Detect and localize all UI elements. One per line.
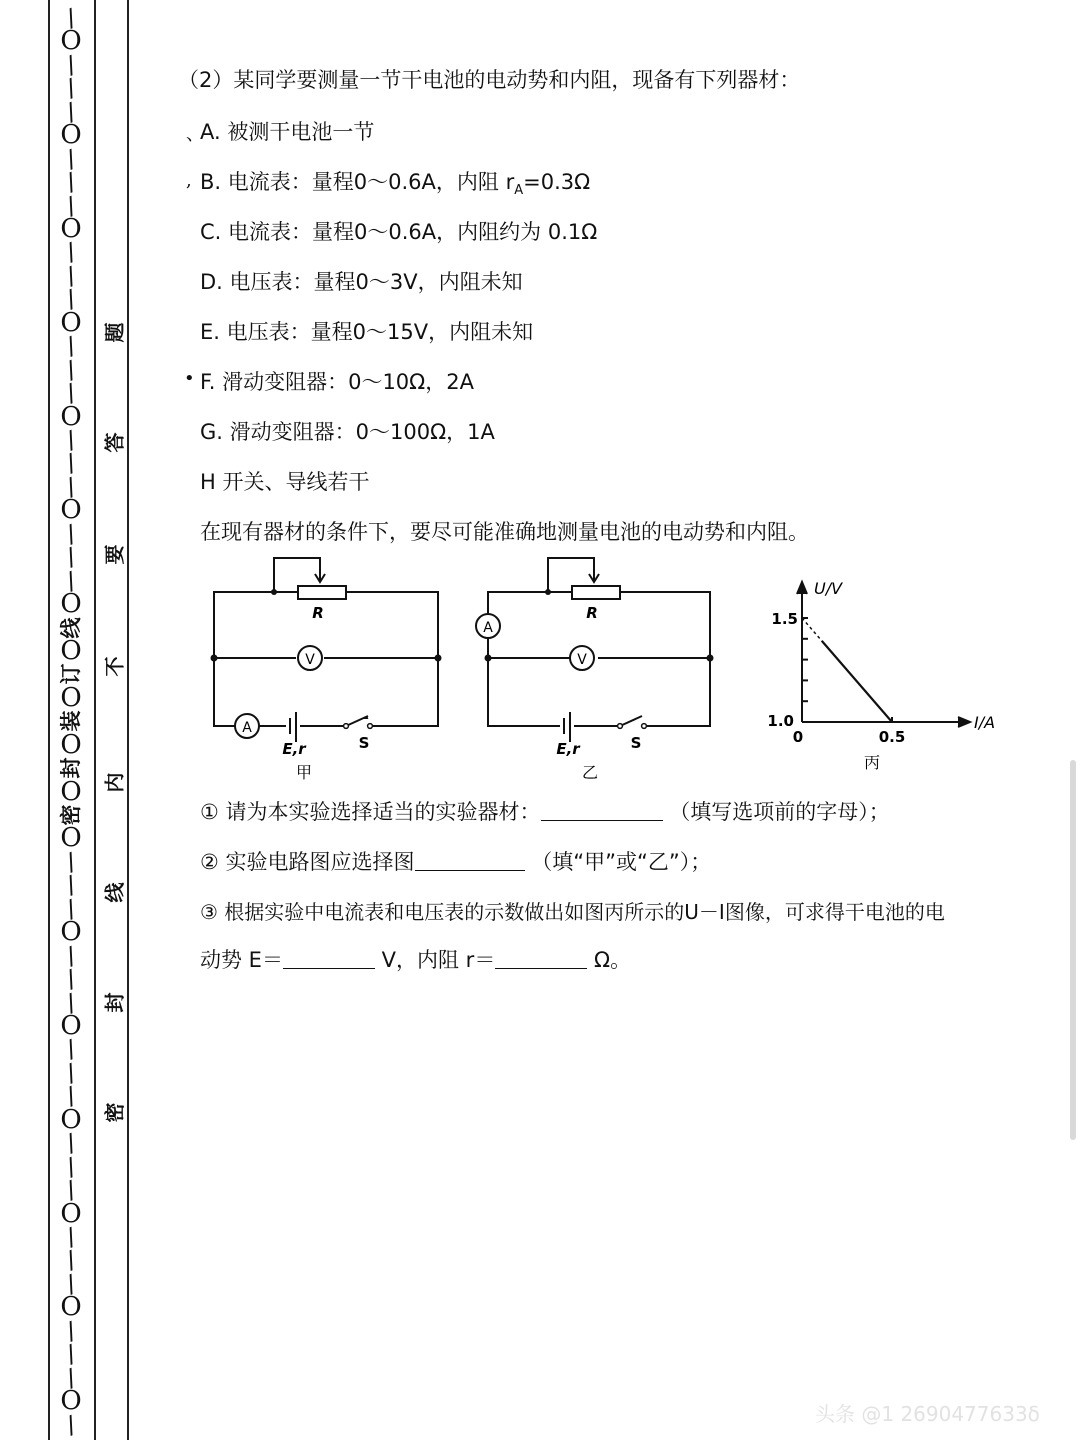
label-er: E,r: [556, 740, 580, 758]
x-axis-label: I/A: [974, 713, 996, 732]
option-subscript: A: [514, 183, 524, 199]
margin-circle: O: [60, 635, 82, 666]
margin-slash: /: [62, 988, 80, 1018]
sub-question-2: [200, 846, 711, 876]
option-text: 电流表：量程0～0.6A，内阻约为 0.1Ω: [228, 220, 598, 244]
warning-char: 要: [102, 544, 127, 565]
label-er: E,r: [282, 740, 306, 758]
margin-circle: O: [60, 495, 82, 526]
option-h: [200, 466, 369, 496]
margin-char: 封: [59, 757, 83, 779]
margin-circle: O: [60, 1198, 82, 1229]
margin-slash: /: [62, 1316, 80, 1346]
option-d: [200, 266, 523, 296]
dashed-extension: [802, 618, 822, 641]
margin-circle: O: [60, 1011, 82, 1042]
margin-circle: O: [60, 26, 82, 57]
sub-question-3: [200, 896, 945, 925]
option-label: B.: [200, 170, 222, 194]
option-label: G.: [200, 420, 223, 444]
watermark: 头条 @1 2690477633δ: [815, 1402, 1040, 1426]
margin-slash: /: [62, 1152, 80, 1182]
margin-slash: /: [62, 870, 80, 900]
circuit-yi: [474, 548, 724, 784]
sub-question-3-continued: [200, 944, 631, 974]
margin-circle: O: [60, 1104, 82, 1135]
answer-blank-circuit[interactable]: [415, 850, 525, 871]
option-label: E.: [200, 320, 220, 344]
margin-slash: /: [62, 73, 80, 103]
margin-slash: /: [62, 261, 80, 291]
margin-circle: O: [60, 682, 82, 713]
margin-slash: /: [62, 50, 80, 80]
sub-question-number: ③: [200, 900, 218, 924]
cut-line-marks: [50, 0, 92, 1451]
y-axis-label: U/V: [814, 579, 843, 598]
margin-char: 线: [59, 617, 83, 638]
sub-question-text: 实验电路图应选择图: [225, 850, 415, 874]
margin-slash: /: [62, 144, 80, 174]
sub-question-number: ②: [200, 850, 219, 874]
margin-slash: /: [62, 284, 80, 314]
sub-question-tail: （填写选项前的字母）；: [669, 800, 890, 824]
data-line: [822, 641, 892, 722]
margin-slash: /: [62, 519, 80, 549]
condition-text: 在现有器材的条件下，要尽可能准确地测量电池的电动势和内阻。: [200, 520, 809, 544]
sub-question-text: 请为本实验选择适当的实验器材：: [225, 800, 541, 824]
margin-slash: /: [62, 1058, 80, 1088]
margin-slash: /: [62, 1081, 80, 1111]
margin-circle: O: [60, 307, 82, 338]
margin-slash: /: [62, 97, 80, 127]
margin-slash: /: [62, 355, 80, 385]
margin-slash: /: [62, 1245, 80, 1275]
option-label: F.: [200, 370, 216, 394]
option-label: C.: [200, 220, 222, 244]
margin-line-middle: [94, 0, 96, 1440]
option-a: [200, 116, 374, 146]
label-switch: S: [358, 734, 370, 752]
margin-slash: /: [62, 472, 80, 502]
margin-line-inner: [127, 0, 129, 1440]
caption-bing: 丙: [863, 753, 881, 772]
margin-slash: /: [62, 1269, 80, 1299]
margin-slash: /: [62, 448, 80, 478]
sub-question-text: 根据实验中电流表和电压表的示数做出如图丙所示的U－I图像，可求得干电池的电: [224, 900, 945, 924]
margin-circle: O: [60, 776, 82, 807]
caption-jia: 甲: [295, 763, 313, 782]
option-text: 被测干电池一节: [227, 120, 375, 144]
y-axis-arrow-icon: [797, 582, 807, 594]
answer-blank-equipment[interactable]: [541, 800, 663, 821]
scrollbar[interactable]: [1070, 760, 1076, 1140]
sub-question-1: [200, 796, 890, 826]
option-text: 电压表：量程0～3V，内阻未知: [229, 270, 523, 294]
voltmeter-icon: V: [577, 652, 587, 668]
margin-slash: /: [62, 190, 80, 221]
margin-circle: O: [60, 823, 82, 854]
caption-yi: 乙: [581, 763, 599, 782]
warning-char: 不: [102, 656, 127, 677]
margin-slash: /: [62, 3, 80, 33]
warning-char: 答: [102, 432, 127, 453]
scan-dot: ,: [186, 170, 192, 191]
margin-slash: /: [62, 566, 80, 596]
option-text: 电流表：量程0～0.6A，内阻 r: [227, 170, 515, 194]
scan-dot: •: [184, 368, 195, 389]
option-label: A.: [200, 120, 221, 144]
warning-char: 题: [102, 322, 127, 343]
margin-circle: O: [60, 1386, 82, 1417]
warning-char: 封: [102, 992, 127, 1013]
sub-question-number: ①: [200, 800, 219, 824]
option-label: D.: [200, 270, 223, 294]
margin-char: 装: [59, 710, 83, 732]
margin-slash: /: [62, 237, 80, 267]
margin-slash: /: [62, 378, 80, 408]
margin-char: 订: [59, 663, 83, 685]
margin-slash: /: [62, 1363, 80, 1393]
sub-question-mid: V，内阻 r＝: [381, 948, 496, 972]
margin-circle: O: [60, 1292, 82, 1323]
question-intro: （2）某同学要测量一节干电池的电动势和内阻，现备有下列器材：: [178, 68, 801, 92]
warning-char: 线: [102, 882, 127, 903]
margin-slash: /: [62, 425, 80, 455]
option-g: [200, 416, 495, 446]
margin-slash: /: [62, 1410, 80, 1440]
margin-slash: /: [62, 1339, 80, 1369]
margin-circle: O: [60, 213, 82, 244]
label-switch: S: [630, 734, 642, 752]
answer-blank-resistance[interactable]: [495, 948, 587, 969]
label-r: R: [586, 604, 598, 622]
ammeter-icon: A: [242, 720, 252, 736]
label-r: R: [312, 604, 324, 622]
margin-circle: O: [60, 120, 82, 151]
margin-circle: O: [60, 401, 82, 432]
ui-graph-bing: [762, 570, 1012, 780]
option-f: [200, 366, 474, 396]
option-c: [200, 216, 597, 246]
sub-question-tail: Ω。: [594, 948, 632, 972]
scan-dot: 、: [186, 124, 204, 145]
sub-question-text: 动势 E＝: [200, 948, 283, 972]
warning-char: 内: [102, 772, 127, 793]
option-text: 滑动变阻器：0～100Ω，1A: [229, 420, 495, 444]
binding-margin: [0, 0, 140, 1451]
option-tail: =0.3Ω: [523, 170, 591, 194]
margin-slash: /: [62, 894, 80, 924]
option-text: 开关、导线若干: [222, 470, 370, 494]
option-text: 电压表：量程0～15V，内阻未知: [226, 320, 534, 344]
x-tick-0.5: 0.5: [878, 728, 906, 746]
margin-char: 密: [59, 804, 83, 826]
margin-slash: /: [62, 847, 80, 877]
origin-label: 0: [792, 728, 804, 746]
y-tick-1.5: 1.5: [771, 610, 798, 628]
circuit-jia: [200, 548, 450, 784]
option-label: H: [200, 470, 216, 494]
margin-slash: /: [62, 1034, 80, 1065]
margin-slash: /: [62, 1128, 80, 1158]
margin-circle: O: [60, 917, 82, 948]
option-text: 滑动变阻器：0～10Ω，2A: [222, 370, 474, 394]
voltmeter-icon: V: [305, 652, 315, 668]
margin-slash: /: [62, 941, 80, 971]
margin-slash: /: [62, 331, 80, 361]
margin-circle: O: [60, 589, 82, 620]
option-e: [200, 316, 533, 346]
warning-char: 密: [102, 1102, 127, 1123]
sub-question-tail: （填“甲”或“乙”）；: [531, 850, 712, 874]
option-b: [200, 166, 590, 198]
margin-slash: /: [62, 167, 80, 197]
answer-blank-emf[interactable]: [283, 948, 375, 969]
x-axis-arrow-icon: [958, 717, 970, 727]
y-tick-1.0: 1.0: [767, 712, 794, 730]
margin-slash: /: [62, 542, 80, 572]
margin-circle: O: [60, 729, 82, 760]
ammeter-icon: A: [483, 620, 493, 636]
margin-slash: /: [62, 1222, 80, 1252]
margin-slash: /: [62, 1175, 80, 1205]
margin-slash: /: [62, 964, 80, 994]
